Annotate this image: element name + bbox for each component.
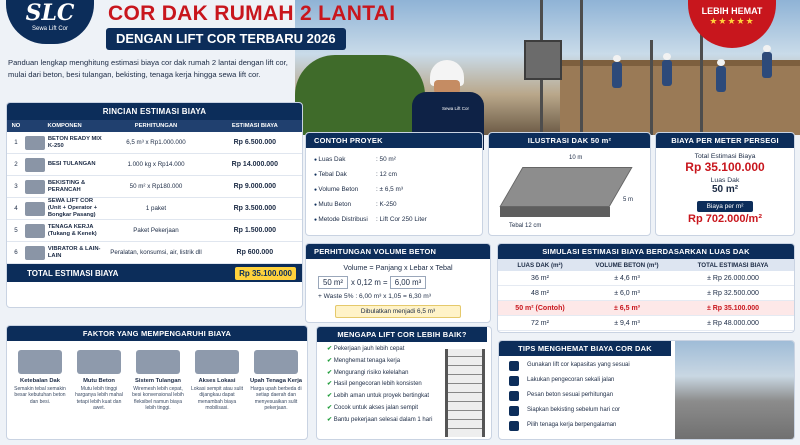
factor-desc: Lokasi sempit atau sulit dijangkau dapat menambah biaya mobilisasi. — [191, 386, 243, 412]
calc-cell: Paket Pekerjaan — [133, 227, 179, 234]
tip-text: Siapkan bekisting sebelum hari cor — [527, 407, 621, 413]
project-item — [306, 182, 482, 197]
component-cell — [25, 158, 104, 172]
volume-cell: ± 6,0 m³ — [614, 289, 640, 297]
worker-figure — [716, 66, 726, 92]
location-icon — [195, 350, 239, 374]
project-key: ● Tebal Dak — [314, 171, 376, 178]
scaffold-pole — [650, 40, 653, 135]
cost-cell: Rp 14.000.000 — [231, 161, 278, 168]
tip-text: Pilih tenaga kerja berpengalaman — [527, 422, 617, 428]
table-row — [7, 198, 302, 220]
table-row — [7, 176, 302, 198]
row-number: 1 — [14, 139, 18, 146]
per-m2-value: Rp 702.000/m² — [688, 213, 762, 225]
table-row — [7, 242, 302, 264]
project-value: : ± 6,5 m³ — [376, 186, 403, 193]
lift-icon — [25, 202, 45, 216]
component-name: TENAGA KERJA (Tukang & Kenek) — [47, 223, 97, 237]
factor-desc: Semakin tebal semakin besar kebutuhan beton dan besi. — [14, 386, 66, 405]
factor-item — [247, 350, 305, 412]
worker-icon — [254, 350, 298, 374]
factor-title: Ketebalan Dak — [20, 378, 60, 384]
project-key: ● Metode Distribusi — [314, 216, 376, 223]
why-lift: MENGAPA LIFT COR LEBIH BAIK? ✔ Pekerjaan jauh lebih cepat ✔ Menghemat tenaga kerja ✔ Mengurangi risiko kelelahan ✔ Hasil pengecoran lebih konsisten ✔ Lebih aman untuk proyek bertingkat ✔ Cocok untuk akses jalan sempit ✔ Bantu pekerjaan selesai dalam 1 hari — [316, 326, 492, 440]
area-cell: 72 m² — [531, 319, 549, 327]
mixer-icon — [25, 136, 45, 150]
table-row — [7, 132, 302, 154]
clock-icon — [509, 376, 519, 386]
worker-portrait: Sewa Lift Cor — [404, 60, 492, 150]
total-amount: Rp 35.100.000 — [235, 267, 296, 280]
cost-cell: Rp 3.500.000 — [233, 205, 277, 212]
slab-width: 5 m — [623, 197, 634, 203]
reason-item: ✔ Hasil pengecoran lebih konsisten — [317, 379, 491, 391]
factor-item — [188, 350, 246, 412]
slab-thickness: Tebal 12 cm — [509, 223, 542, 229]
factor-desc: Harga upah berbeda di setiap daerah dan menyesuaikan sulit pekerjaan. — [250, 386, 302, 412]
project-item — [306, 167, 482, 182]
calc-cell: 1.000 kg x Rp14.000 — [127, 161, 185, 168]
project-value: : Lift Cor 250 Liter — [376, 216, 427, 223]
slab-length: 10 m — [569, 155, 583, 161]
component-cell — [25, 246, 104, 260]
worker-icon — [25, 224, 45, 238]
reason-item: ✔ Menghemat tenaga kerja — [317, 356, 491, 368]
factor-desc: Mutu lebih tinggi harganya lebih mahal tetapi lebih kuat dan awet. — [75, 386, 123, 412]
formwork-icon — [25, 180, 45, 194]
brand-logo: SLC Sewa Lift Cor — [6, 0, 94, 44]
table-row — [7, 220, 302, 242]
reason-item: ✔ Pekerjaan jauh lebih cepat — [317, 344, 491, 356]
cost-cell: Rp 1.500.000 — [233, 227, 277, 234]
table-row — [498, 301, 794, 316]
tip-text: Pesan beton sesuai perhitungan — [527, 392, 614, 398]
component-name: BEKISTING & PERANCAH — [47, 179, 86, 193]
reason-item: ✔ Cocok untuk akses jalan sempit — [317, 403, 491, 415]
project-value: : K-250 — [376, 201, 397, 208]
lift-bucket — [524, 40, 562, 80]
lift-tower-image — [445, 349, 485, 437]
concrete-mixer-icon — [77, 350, 121, 374]
factor-title: Akses Lokasi — [198, 378, 236, 384]
table-row — [498, 286, 794, 301]
estimate-title: RINCIAN ESTIMASI BIAYA — [7, 103, 302, 120]
reason-item: ✔ Lebih aman untuk proyek bertingkat — [317, 391, 491, 403]
intro-text: Panduan lengkap menghitung estimasi biaya cor dak rumah 2 lantai dengan lift cor, mulai dari beton, besi tulangan, bekisting, tenaga kerja hingga sewa lift cor. — [8, 58, 288, 79]
calc-cell: Peralatan, konsumsi, air, listrik dll — [110, 249, 202, 256]
cost-cell: ± Rp 35.100.000 — [706, 304, 760, 312]
area-cell: 48 m² — [531, 289, 549, 297]
cost-cell: ± Rp 48.000.000 — [707, 319, 759, 327]
table-header: NO KOMPONEN PERHITUNGAN ESTIMASI BIAYA — [7, 120, 302, 132]
component-cell — [25, 136, 104, 150]
table-row — [7, 154, 302, 176]
table-row — [498, 316, 794, 331]
estimate-table — [6, 102, 303, 308]
slab-shape — [499, 167, 632, 207]
row-number: 6 — [14, 249, 18, 256]
stars-icon: ★★★★★ — [709, 16, 755, 26]
scaffold-pole — [700, 30, 703, 135]
project-key: ● Volume Beton — [314, 186, 376, 193]
slab-illustration: ILUSTRASI DAK 50 m² 10 m 5 m Tebal 12 cm — [488, 132, 651, 236]
project-key: ● Luas Dak — [314, 156, 376, 163]
worker-figure — [662, 60, 672, 86]
cost-cell: ± Rp 26.000.000 — [707, 274, 759, 282]
factor-item — [11, 350, 69, 405]
table-header: LUAS DAK (m²) VOLUME BETON (m³) TOTAL ESTIMASI BIAYA — [498, 259, 794, 271]
component-name: BESI TULANGAN — [47, 161, 96, 167]
factor-title: Sistem Tulangan — [135, 378, 181, 384]
component-cell — [25, 224, 104, 238]
project-value: : 12 cm — [376, 171, 397, 178]
cost-cell: Rp 600.000 — [236, 249, 274, 256]
project-example: CONTOH PROYEK ● Luas Dak : 50 m² ● Tebal Dak : 12 cm ● Volume Beton : ± 6,5 m³ ● Mutu Beton : K-250 ● Metode Distribusi : Lift Cor 250 Liter — [305, 132, 483, 236]
tip-text: Lakukan pengecoran sekali jalan — [527, 377, 615, 383]
component-name: BETON READY MIX K-250 — [47, 135, 102, 149]
slab-icon — [18, 350, 62, 374]
total-row: TOTAL ESTIMASI BIAYA Rp 35.100.000 — [7, 264, 302, 282]
factor-item — [70, 350, 128, 412]
rounded-note: Dibulatkan menjadi 6,5 m³ — [335, 305, 461, 318]
reason-item: ✔ Mengurangi risiko kelelahan — [317, 368, 491, 380]
page-title: COR DAK RUMAH 2 LANTAI — [108, 2, 396, 25]
volume-cell: ± 4,6 m³ — [614, 274, 640, 282]
calendar-icon — [509, 406, 519, 416]
component-cell — [25, 198, 104, 219]
cost-factors: FAKTOR YANG MEMPENGARUHI BIAYA Ketebalan Dak Semakin tebal semakin besar kebutuhan beton dan besi. Mutu Beton Mutu lebih tinggi harganya lebih mahal tetapi lebih kuat dan awet. Sistem Tulangan Wiremesh lebih cepat, besi konvensional lebih fleksibel namun biaya lebih tinggi. Akses Lokasi Lokasi sempit atau sulit dijangkau dapat menambah biaya mobilisasi. Upah Tenaga Kerja Harga upah berbeda di setiap daerah dan menyesuaikan sulit pekerjaan. — [6, 325, 308, 440]
factor-desc: Wiremesh lebih cepat, besi konvensional lebih fleksibel namun biaya lebih tinggi. — [132, 386, 184, 412]
hammer-icon — [509, 421, 519, 431]
saving-tips: TIPS MENGHEMAT BIAYA COR DAK Gunakan lift cor kapasitas yang sesuai Lakukan pengecoran sekali jalan Pesan beton sesuai perhitungan Siapkan bekisting sebelum hari cor Pilih tenaga kerja berpengalaman — [498, 340, 795, 440]
row-number: 4 — [14, 205, 18, 212]
lift-tower — [580, 0, 583, 135]
cost-cell: Rp 9.000.000 — [233, 183, 277, 190]
volume-calc: PERHITUNGAN VOLUME BETON Volume = Panjang x Lebar x Tebal 50 m² x 0,12 m = 6,00 m³ + Waste 5% : 6,00 m³ x 1,05 = 6,30 m³ Dibulatkan menjadi 6,5 m³ — [305, 243, 491, 323]
factor-item — [129, 350, 187, 412]
factor-title: Upah Tenaga Kerja — [249, 378, 303, 384]
rebar-grid-icon — [136, 350, 180, 374]
table-body — [7, 132, 302, 264]
component-cell — [25, 180, 104, 194]
calc-cell: 50 m² x Rp180.000 — [129, 183, 183, 190]
simulation-table: SIMULASI ESTIMASI BIAYA BERDASARKAN LUAS DAK LUAS DAK (m²) VOLUME BETON (m³) TOTAL ESTIMASI BIAYA 36 m² ± 4,6 m³ ± Rp 26.000.000 48 m² ± 6,0 m³ ± Rp 32.500.000 50 m² (Contoh) ± 6,5 m³ ± Rp 35.100.000 72 m² ± 9,4 m³ ± Rp 48.000.000 — [497, 243, 795, 333]
vibrator-icon — [25, 246, 45, 260]
table-row — [498, 271, 794, 286]
area-cell: 36 m² — [531, 274, 549, 282]
row-number: 5 — [14, 227, 18, 234]
component-name: SEWA LIFT COR (Unit + Operator + Bongkar Pasang) — [47, 198, 98, 218]
hemat-badge: LEBIH HEMAT ★★★★★ — [688, 0, 776, 48]
receipt-icon — [509, 391, 519, 401]
pouring-photo — [675, 341, 795, 440]
component-name: VIBRATOR & LAIN-LAIN — [47, 245, 101, 259]
reason-item: ✔ Bantu pekerjaan selesai dalam 1 hari — [317, 415, 491, 427]
rebar-icon — [25, 158, 45, 172]
factor-title: Mutu Beton — [83, 378, 115, 384]
row-number: 3 — [14, 183, 18, 190]
project-item — [306, 197, 482, 212]
page-subtitle: DENGAN LIFT COR TERBARU 2026 — [106, 28, 346, 50]
cost-cell: Rp 6.500.000 — [233, 139, 277, 146]
calc-cell: 6,5 m³ x Rp1.000.000 — [126, 139, 186, 146]
volume-cell: ± 9,4 m³ — [614, 319, 640, 327]
calc-cell: 1 paket — [145, 205, 167, 212]
worker-figure — [612, 62, 622, 88]
project-value: : 50 m² — [376, 156, 396, 163]
row-number: 2 — [14, 161, 18, 168]
project-key: ● Mutu Beton — [314, 201, 376, 208]
cost-cell: ± Rp 32.500.000 — [707, 289, 759, 297]
worker-figure — [762, 52, 772, 78]
cost-per-meter: BIAYA PER METER PERSEGI Total Estimasi Biaya Rp 35.100.000 Luas Dak 50 m² Biaya per m² Rp 702.000/m² — [655, 132, 795, 236]
project-item — [306, 152, 482, 167]
area-cell: 50 m² (Contoh) — [515, 304, 565, 312]
project-item — [306, 212, 482, 227]
tip-text: Gunakan lift cor kapasitas yang sesuai — [527, 362, 630, 368]
crane-icon — [509, 361, 519, 371]
volume-cell: ± 6,5 m³ — [613, 304, 641, 312]
